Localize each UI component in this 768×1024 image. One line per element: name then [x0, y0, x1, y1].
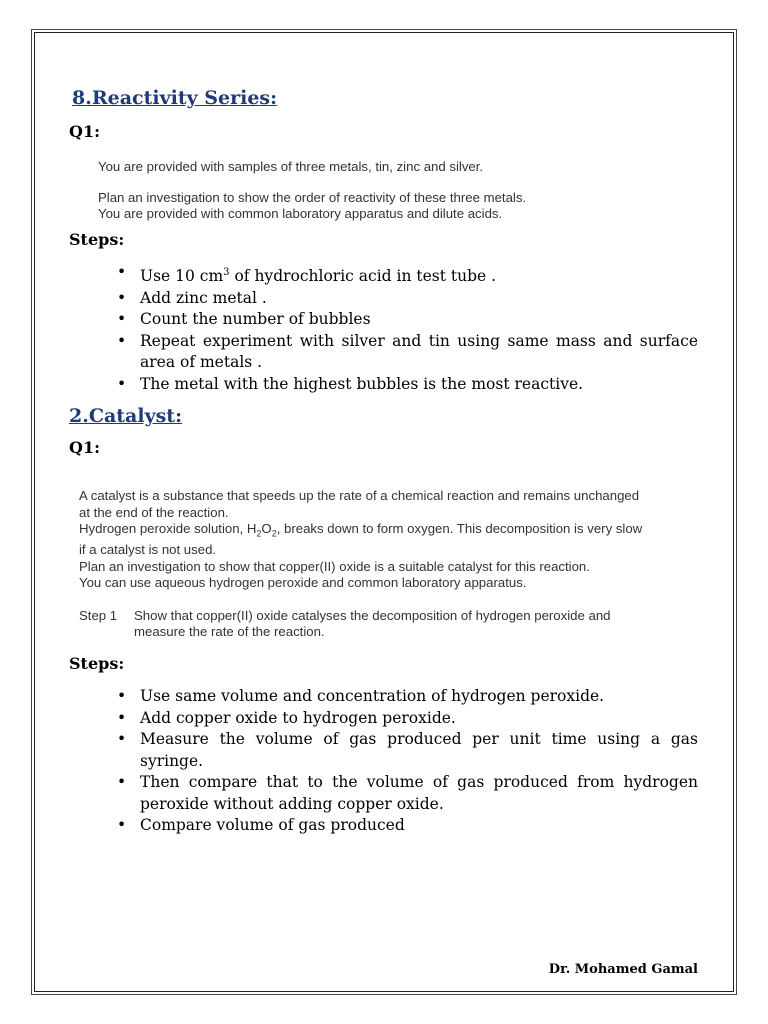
question-line: if a catalyst is not used.	[79, 542, 217, 558]
list-item: • Use 10 $cm^3$ of hydrochloric acid in test tube .	[110, 262, 698, 288]
list-item: • The metal with the highest bubbles is the most reactive.	[110, 374, 698, 396]
list-item: • Compare volume of gas produced	[110, 815, 698, 837]
list-item: • Repeat experiment with silver and tin using same mass and surface area of metals .	[110, 331, 698, 374]
steps-list-reactivity	[110, 262, 698, 395]
list-item: • Count the number of bubbles	[110, 309, 698, 331]
steps-list-catalyst	[110, 686, 698, 837]
step-one-row	[79, 608, 699, 641]
section-heading-catalyst: 2.Catalyst:	[69, 405, 183, 427]
step-one-label: Step 1	[79, 607, 118, 623]
question-line: Show that copper(II) oxide catalyses the decomposition of hydrogen peroxide and	[134, 607, 611, 623]
question-line: measure the rate of the reaction.	[134, 624, 325, 640]
steps-label: Steps:	[69, 654, 125, 673]
question-line: Plan an investigation to show that copper(II) oxide is a suitable catalyst for this reaction.	[79, 558, 590, 574]
section-heading-reactivity: 8.Reactivity Series:	[72, 87, 278, 109]
list-item: • Add zinc metal .	[110, 288, 698, 310]
author-signature: Dr. Mohamed Gamal	[548, 962, 698, 977]
list-item: • Then compare that to the volume of gas produced from hydrogen peroxide without adding copper oxide.	[110, 772, 698, 815]
list-item: • Add copper oxide to hydrogen peroxide.	[110, 708, 698, 730]
question-text-block	[79, 488, 699, 641]
list-item: • Measure the volume of gas produced per unit time using a gas syringe.	[110, 729, 698, 772]
question-line: Plan an investigation to show the order of reactivity of these three metals.	[98, 189, 527, 205]
list-item: • Use same volume and concentration of hydrogen peroxide.	[110, 686, 698, 708]
question-line: You can use aqueous hydrogen peroxide and common laboratory apparatus.	[79, 575, 527, 591]
question-label: Q1:	[69, 122, 100, 141]
question-text-block	[98, 159, 688, 223]
question-label: Q1:	[69, 438, 100, 457]
question-line: Hydrogen peroxide solution, $H_2O_2$, breaks down to form oxygen. This decomposition is very slow	[79, 521, 643, 539]
question-line: You are provided with samples of three metals, tin, zinc and silver.	[98, 159, 484, 174]
question-line: A catalyst is a substance that speeds up the rate of a chemical reaction and remains unchanged	[79, 488, 640, 503]
steps-label: Steps:	[69, 230, 125, 249]
question-line: You are provided with common laboratory apparatus and dilute acids.	[98, 206, 503, 221]
question-line: at the end of the reaction.	[79, 504, 229, 520]
